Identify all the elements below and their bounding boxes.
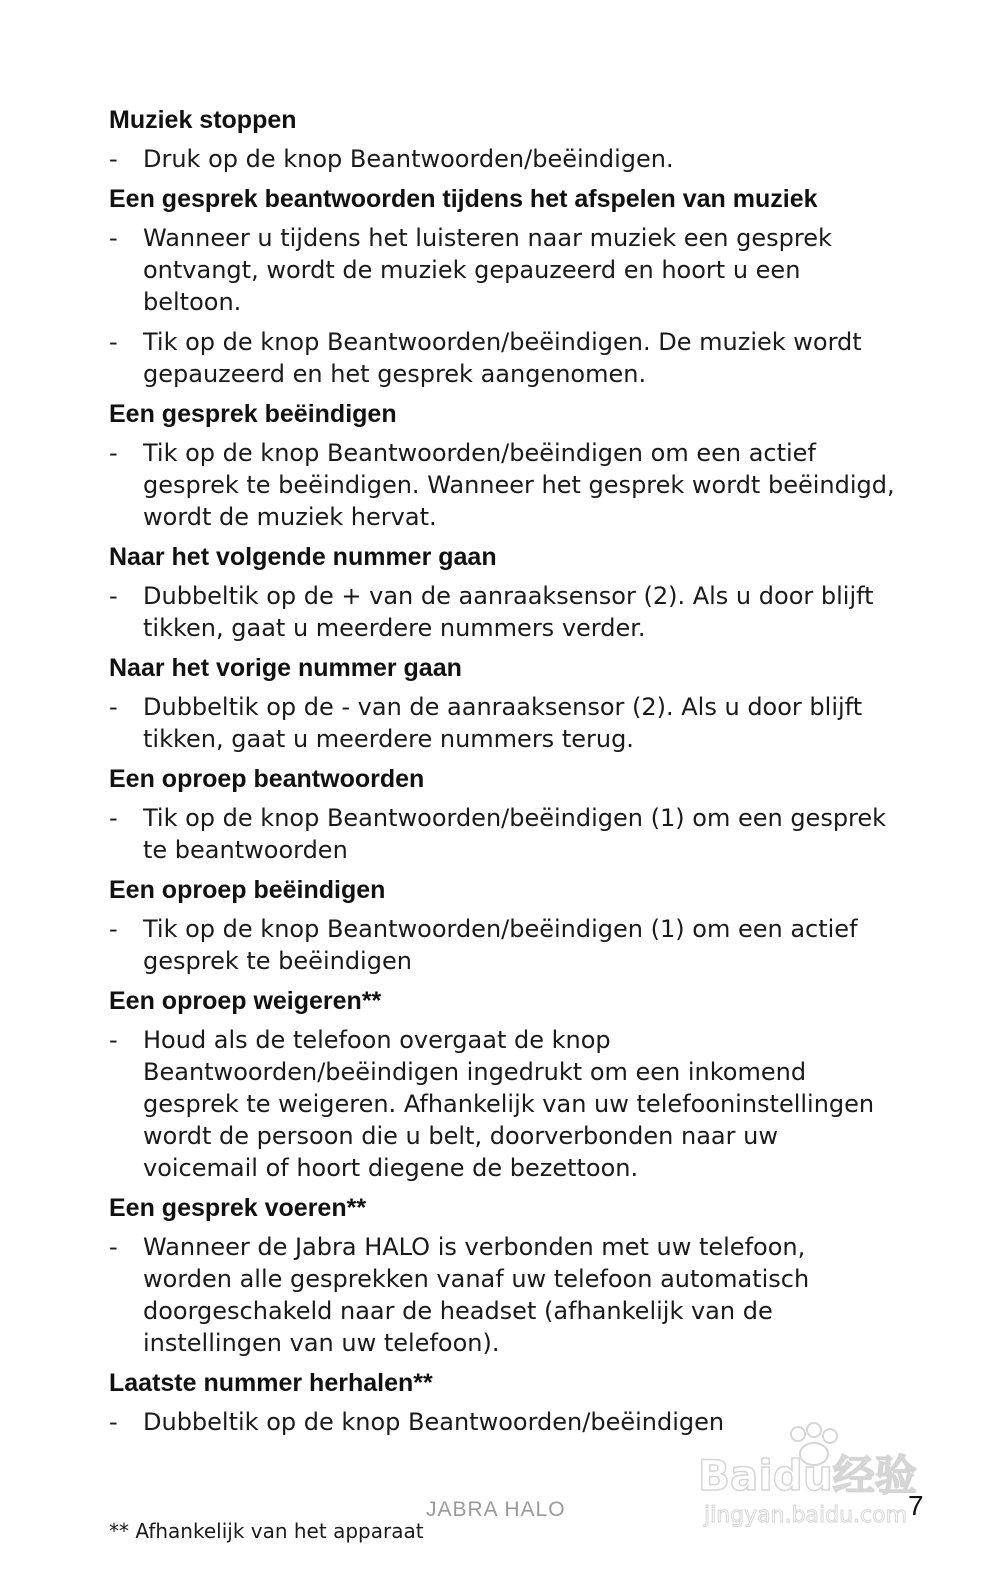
- bullet-dash: -: [109, 145, 118, 173]
- footer-note: ** Afhankelijk van het apparaat: [109, 1519, 424, 1543]
- section-volgende-nummer: [109, 541, 899, 644]
- bullet-dash: -: [109, 439, 118, 467]
- section-heading: Een gesprek voeren**: [109, 1194, 367, 1222]
- list-item: [109, 326, 899, 390]
- section-heading: Naar het vorige nummer gaan: [109, 654, 462, 682]
- bullet-dash: -: [109, 1026, 118, 1054]
- section-oproep-weigeren: [109, 985, 899, 1184]
- bullet-dash: -: [109, 804, 118, 832]
- bullet-dash: -: [109, 1408, 118, 1436]
- section-heading: Een gesprek beëindigen: [109, 400, 397, 428]
- list-item-text: Dubbeltik op de knop Beantwoorden/beëindigen: [143, 1408, 725, 1436]
- section-heading: Naar het volgende nummer gaan: [109, 543, 497, 571]
- list-item: [109, 913, 899, 977]
- list-item: [109, 437, 899, 533]
- bullet-dash: -: [109, 1233, 118, 1261]
- section-vorige-nummer: [109, 652, 899, 755]
- bullet-dash: -: [109, 582, 118, 610]
- section-heading: Een oproep weigeren**: [109, 987, 382, 1015]
- section-gesprek-tijdens-muziek: [109, 183, 899, 390]
- section-heading: Muziek stoppen: [109, 106, 297, 134]
- manual-content: [109, 104, 899, 1446]
- list-item: [109, 1024, 899, 1184]
- list-item: [109, 143, 899, 175]
- watermark-main-text: Baidu经验: [698, 1451, 917, 1500]
- section-oproep-beantwoorden: [109, 763, 899, 866]
- list-item-text: Tik op de knop Beantwoorden/beëindigen. De muziek wordt gepauzeerd en het gesprek aangenomen.: [143, 328, 862, 388]
- list-item: [109, 222, 899, 318]
- section-heading: Laatste nummer herhalen**: [109, 1369, 433, 1397]
- baidu-watermark-logo: [690, 1420, 930, 1535]
- list-item-text: Druk op de knop Beantwoorden/beëindigen.: [143, 145, 674, 173]
- list-item-text: Wanneer de Jabra HALO is verbonden met uw telefoon, worden alle gesprekken vanaf uw telefoon automatisch doorgeschakeld naar de headset (afhankelijk van de instellingen van uw telefoon).: [143, 1233, 810, 1357]
- section-heading: Een gesprek beantwoorden tijdens het afspelen van muziek: [109, 185, 818, 213]
- list-item-text: Houd als de telefoon overgaat de knop Beantwoorden/beëindigen ingedrukt om een inkomend gesprek te weigeren. Afhankelijk van uw telefooninstellingen wordt de persoon die u belt, doorverbonden naar uw voicemail of hoort diegene de bezettoon.: [143, 1026, 875, 1182]
- section-muziek-stoppen: [109, 104, 899, 175]
- list-item-text: Dubbeltik op de - van de aanraaksensor (2). Als u door blijft tikken, gaat u meerdere nummers terug.: [143, 693, 863, 753]
- page-number: 7: [908, 1490, 924, 1521]
- bullet-dash: -: [109, 328, 118, 356]
- list-item-text: Tik op de knop Beantwoorden/beëindigen om een actief gesprek te beëindigen. Wanneer het gesprek wordt beëindigd, wordt de muziek hervat.: [143, 439, 895, 531]
- section-heading: Een oproep beantwoorden: [109, 765, 425, 793]
- watermark-url-text: jingyan.baidu.com: [704, 1503, 908, 1528]
- list-item-text: Dubbeltik op de + van de aanraaksensor (2). Als u door blijft tikken, gaat u meerdere nummers verder.: [143, 582, 874, 642]
- list-item-text: Tik op de knop Beantwoorden/beëindigen (1) om een actief gesprek te beëindigen: [143, 915, 858, 975]
- list-item: [109, 580, 899, 644]
- section-gesprek-voeren: [109, 1192, 899, 1359]
- list-item-text: Tik op de knop Beantwoorden/beëindigen (1) om een gesprek te beantwoorden: [143, 804, 887, 864]
- list-item: [109, 802, 899, 866]
- section-heading: Een oproep beëindigen: [109, 876, 386, 904]
- section-gesprek-beeindigen: [109, 398, 899, 533]
- list-item: [109, 691, 899, 755]
- bullet-dash: -: [109, 693, 118, 721]
- list-item: [109, 1231, 899, 1359]
- bullet-dash: -: [109, 224, 118, 252]
- list-item-text: Wanneer u tijdens het luisteren naar muziek een gesprek ontvangt, wordt de muziek gepauzeerd en hoort u een beltoon.: [143, 224, 832, 316]
- bullet-dash: -: [109, 915, 118, 943]
- footer-brand: JABRA HALO: [426, 1498, 566, 1521]
- section-oproep-beeindigen: [109, 874, 899, 977]
